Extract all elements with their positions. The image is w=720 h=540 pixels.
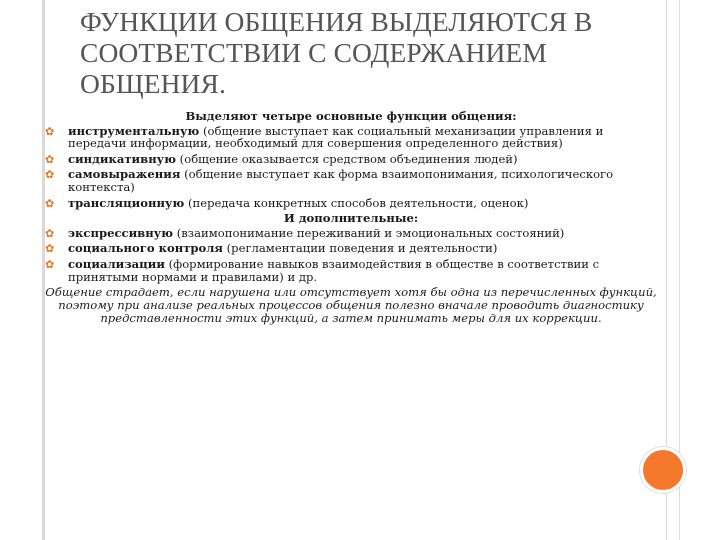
item-desc: (формирование навыков взаимодействия в обществе в соответствии с принятыми нормами и правилами) и др. <box>68 256 600 284</box>
flower-bullet-icon: ✿ <box>45 196 55 210</box>
item-desc: (общение выступает как социальный механизации управления и передачи информации, необходимый для совершения определенного действия) <box>68 123 604 151</box>
additional-heading: И дополнительные: <box>283 211 419 226</box>
list-item <box>45 153 657 166</box>
item-desc: (общение выступает как форма взаимопонимания, психологического контекста) <box>68 167 614 194</box>
list-item <box>45 125 657 150</box>
orange-circle-decoration <box>640 447 686 493</box>
item-desc: (взаимопонимание переживаний и эмоциональных состояний) <box>173 225 565 240</box>
conclusion-text: Общение страдает, если нарушена или отсутствует хотя бы одна из перечисленных функций, поэтому при анализе реальных процессов общения полезно вначале проводить диагностику представленности этих функций, а затем принимать меры для их коррекции. <box>45 285 657 325</box>
item-term: инструментальную <box>68 123 200 138</box>
list-item <box>45 197 657 210</box>
intro-heading: Выделяют четыре основные функции общения: <box>185 109 517 123</box>
list-item <box>45 258 657 283</box>
item-term: самовыражения <box>68 167 181 182</box>
flower-bullet-icon: ✿ <box>45 168 55 182</box>
item-term: социального контроля <box>68 241 223 256</box>
item-desc: (общение оказывается средством объединения людей) <box>176 151 518 166</box>
item-desc: (регламентации поведения и деятельности) <box>222 241 498 256</box>
flower-bullet-icon: ✿ <box>45 152 55 166</box>
slide-title: ФУНКЦИИ ОБЩЕНИЯ ВЫДЕЛЯЮТСЯ В СООТВЕТСТВИИ С СОДЕРЖАНИЕМ ОБЩЕНИЯ. <box>80 6 593 99</box>
item-term: социализации <box>68 256 165 271</box>
item-term: синдикативную <box>68 151 176 166</box>
list-item <box>45 242 657 255</box>
list-item <box>45 227 657 240</box>
item-term: трансляционную <box>68 195 185 210</box>
slide-content <box>45 110 657 325</box>
item-term: экспрессивную <box>68 225 174 240</box>
flower-bullet-icon: ✿ <box>45 226 55 240</box>
list-item <box>45 168 657 193</box>
item-desc: (передача конкретных способов деятельности, оценок) <box>184 195 529 210</box>
flower-bullet-icon: ✿ <box>45 257 55 271</box>
flower-bullet-icon: ✿ <box>45 242 55 256</box>
flower-bullet-icon: ✿ <box>45 124 55 138</box>
